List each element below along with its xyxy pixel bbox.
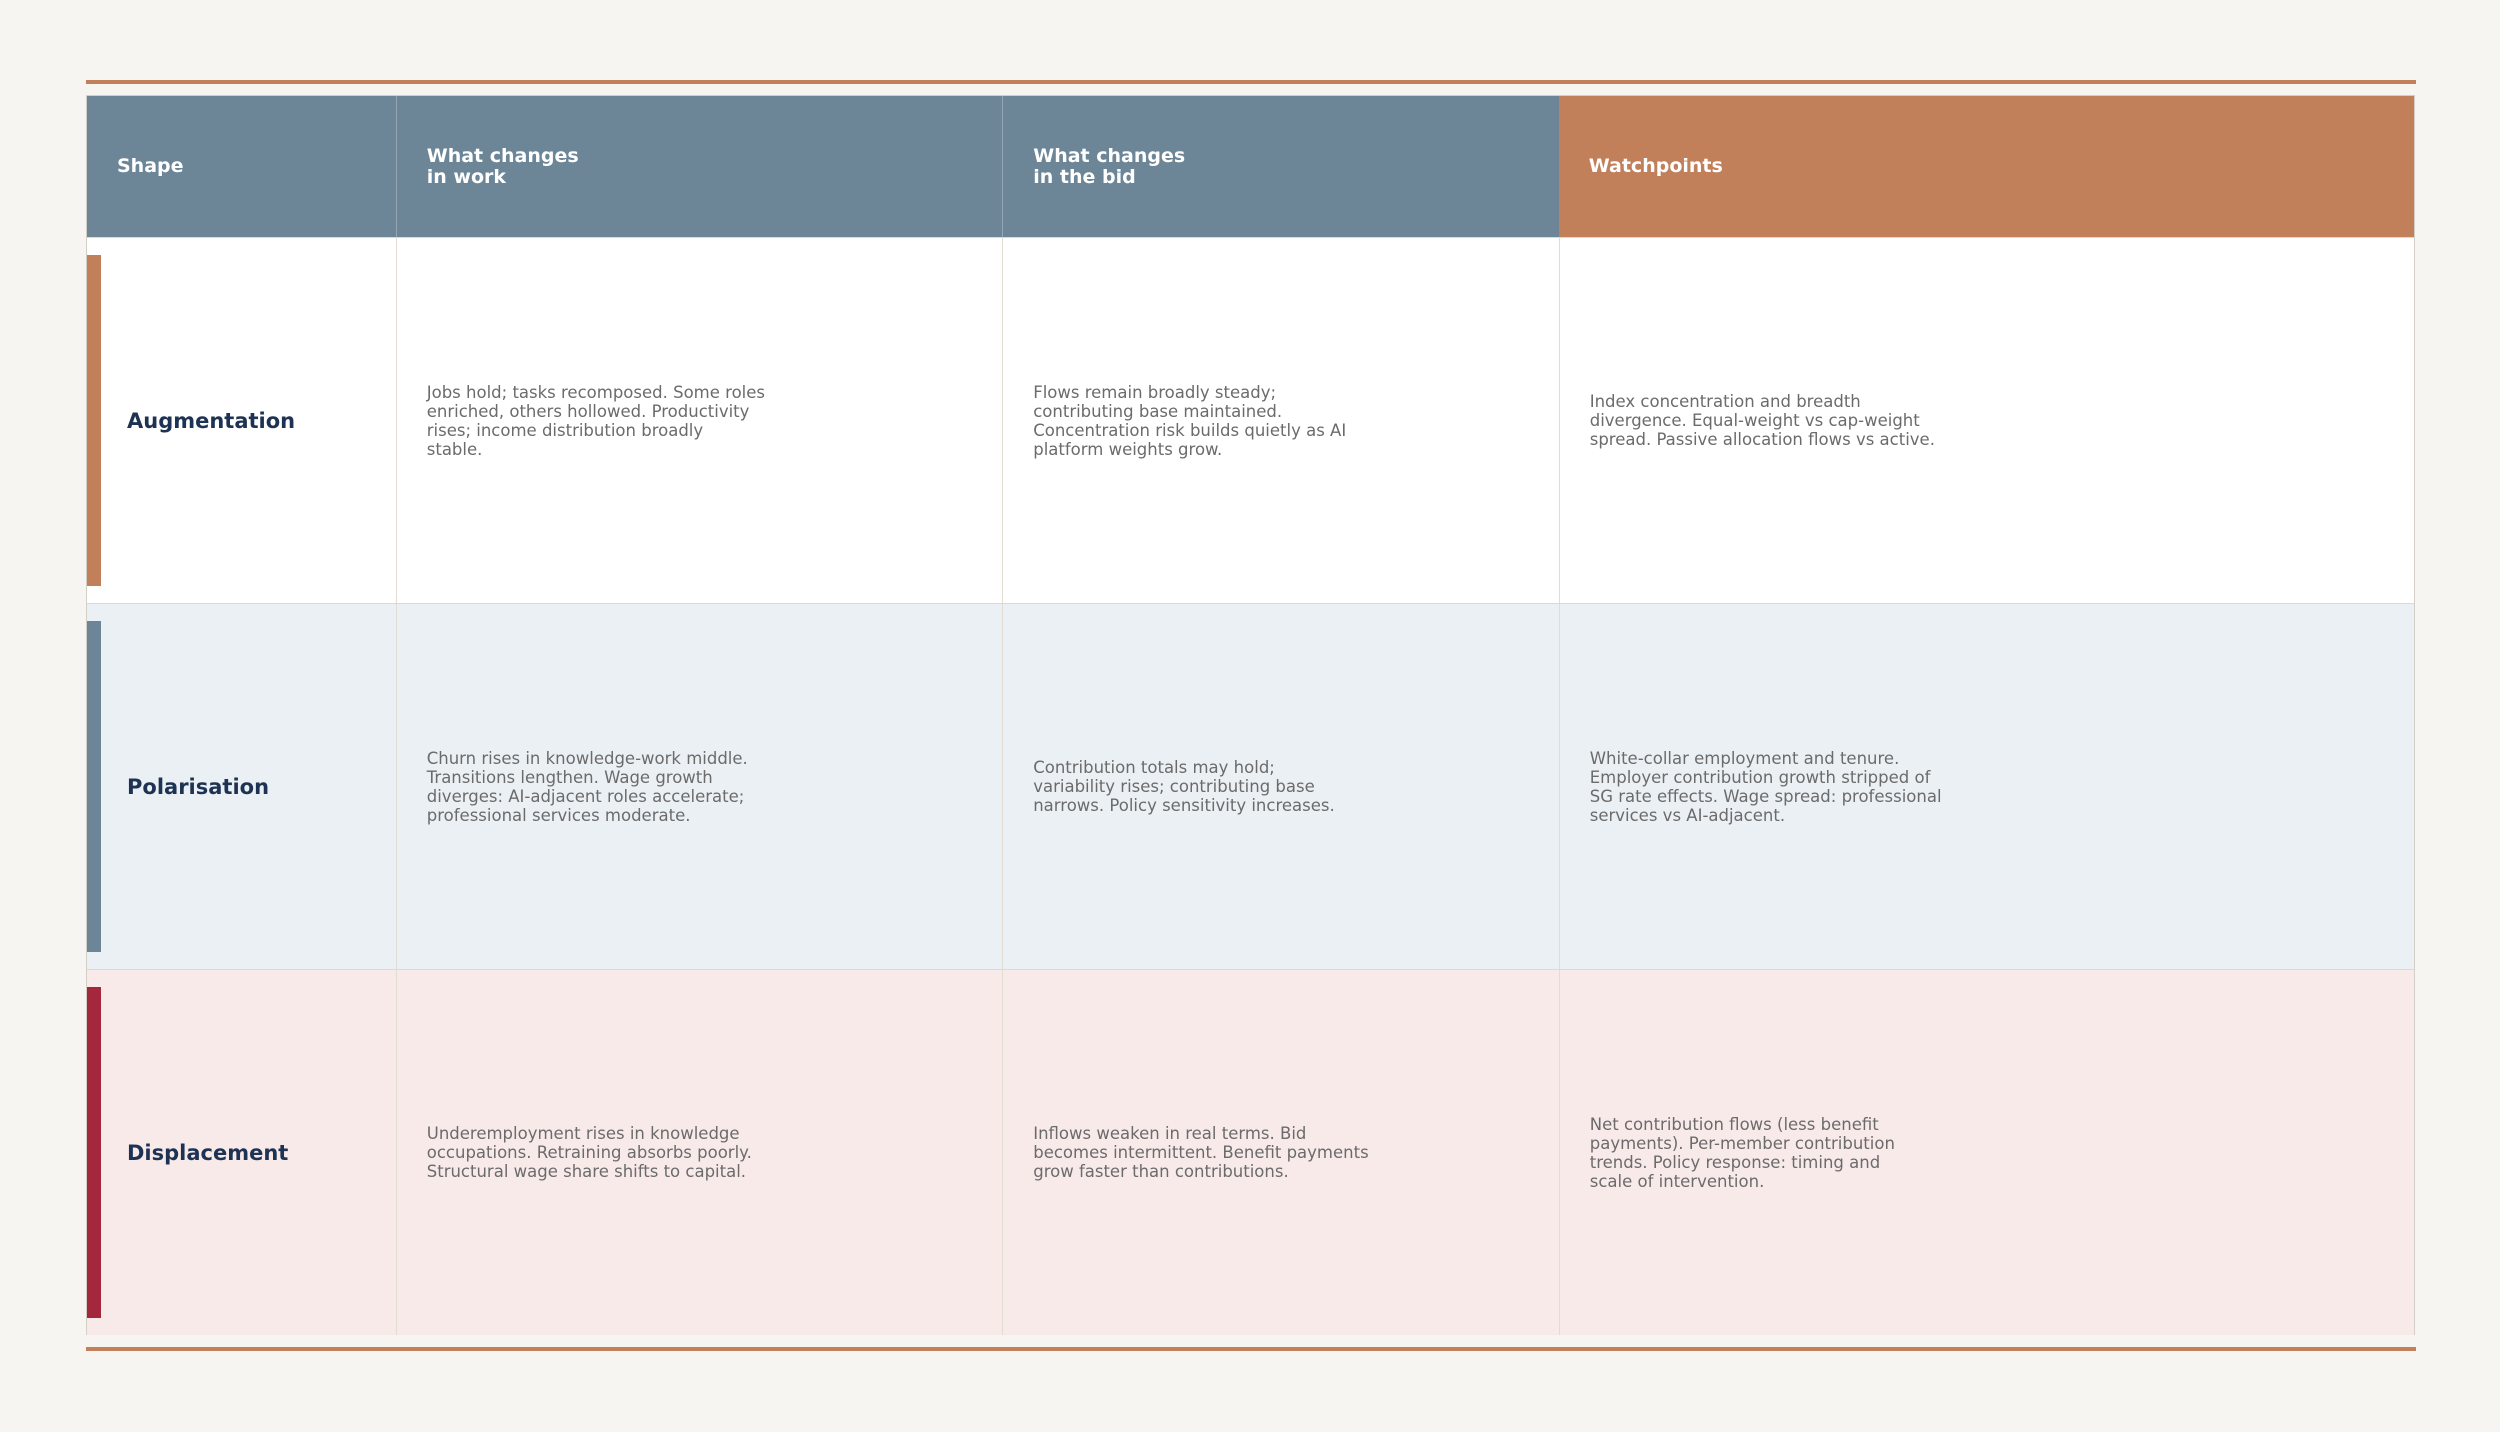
header-bid: What changes in the bid xyxy=(1002,96,1559,237)
work-text: Underemployment rises in knowledge occupations. Retraining absorbs poorly. Structural wage share shifts to capital. xyxy=(426,1124,752,1181)
shape-cell xyxy=(87,970,396,1335)
bid-text: Contribution totals may hold; variability rises; contributing base narrows. Policy sensitivity increases. xyxy=(1033,758,1335,815)
bid-text: Inflows weaken in real terms. Bid becomes intermittent. Benefit payments grow faster than contributions. xyxy=(1033,1124,1369,1181)
shape-cell xyxy=(87,604,396,969)
displacement-color-bar xyxy=(87,987,101,1318)
table-row-polarisation xyxy=(87,603,2414,969)
work-cell xyxy=(396,238,1002,603)
shape-cell xyxy=(87,238,396,603)
scenario-table xyxy=(86,95,2415,1335)
work-text: Churn rises in knowledge-work middle. Transitions lengthen. Wage growth diverges: AI-adjacent roles accelerate; professional services moderate. xyxy=(426,748,748,825)
header-shape: Shape xyxy=(87,96,396,237)
watchpoints-text: Index concentration and breadth divergence. Equal-weight vs cap-weight spread. Passive allocation flows vs active. xyxy=(1589,392,1935,449)
table-row-augmentation xyxy=(87,237,2414,603)
top-rule xyxy=(86,80,2416,84)
watchpoints-cell xyxy=(1559,970,2414,1335)
shape-label: Augmentation xyxy=(127,408,296,433)
header-work: What changes in work xyxy=(396,96,1002,237)
watchpoints-cell xyxy=(1559,238,2414,603)
bid-cell xyxy=(1002,238,1559,603)
shape-label: Displacement xyxy=(127,1140,289,1165)
watchpoints-text: White-collar employment and tenure. Employer contribution growth stripped of SG rate effects. Wage spread: professional services vs AI-adjacent. xyxy=(1589,748,1942,825)
table-header-row xyxy=(87,96,2414,237)
work-cell xyxy=(396,970,1002,1335)
bid-cell xyxy=(1002,970,1559,1335)
bid-cell xyxy=(1002,604,1559,969)
bottom-rule xyxy=(86,1347,2416,1351)
augmentation-color-bar xyxy=(87,255,101,586)
polarisation-color-bar xyxy=(87,621,101,952)
watchpoints-text: Net contribution flows (less benefit payments). Per-member contribution trends. Policy response: timing and scale of intervention. xyxy=(1589,1114,1895,1191)
shape-label: Polarisation xyxy=(127,774,270,799)
work-cell xyxy=(396,604,1002,969)
header-watchpoints: Watchpoints xyxy=(1559,96,2414,237)
table-row-displacement xyxy=(87,969,2414,1335)
watchpoints-cell xyxy=(1559,604,2414,969)
bid-text: Flows remain broadly steady; contributing base maintained. Concentration risk builds quietly as AI platform weights grow. xyxy=(1033,382,1347,459)
work-text: Jobs hold; tasks recomposed. Some roles enriched, others hollowed. Productivity rises; income distribution broadly stable. xyxy=(426,382,765,459)
